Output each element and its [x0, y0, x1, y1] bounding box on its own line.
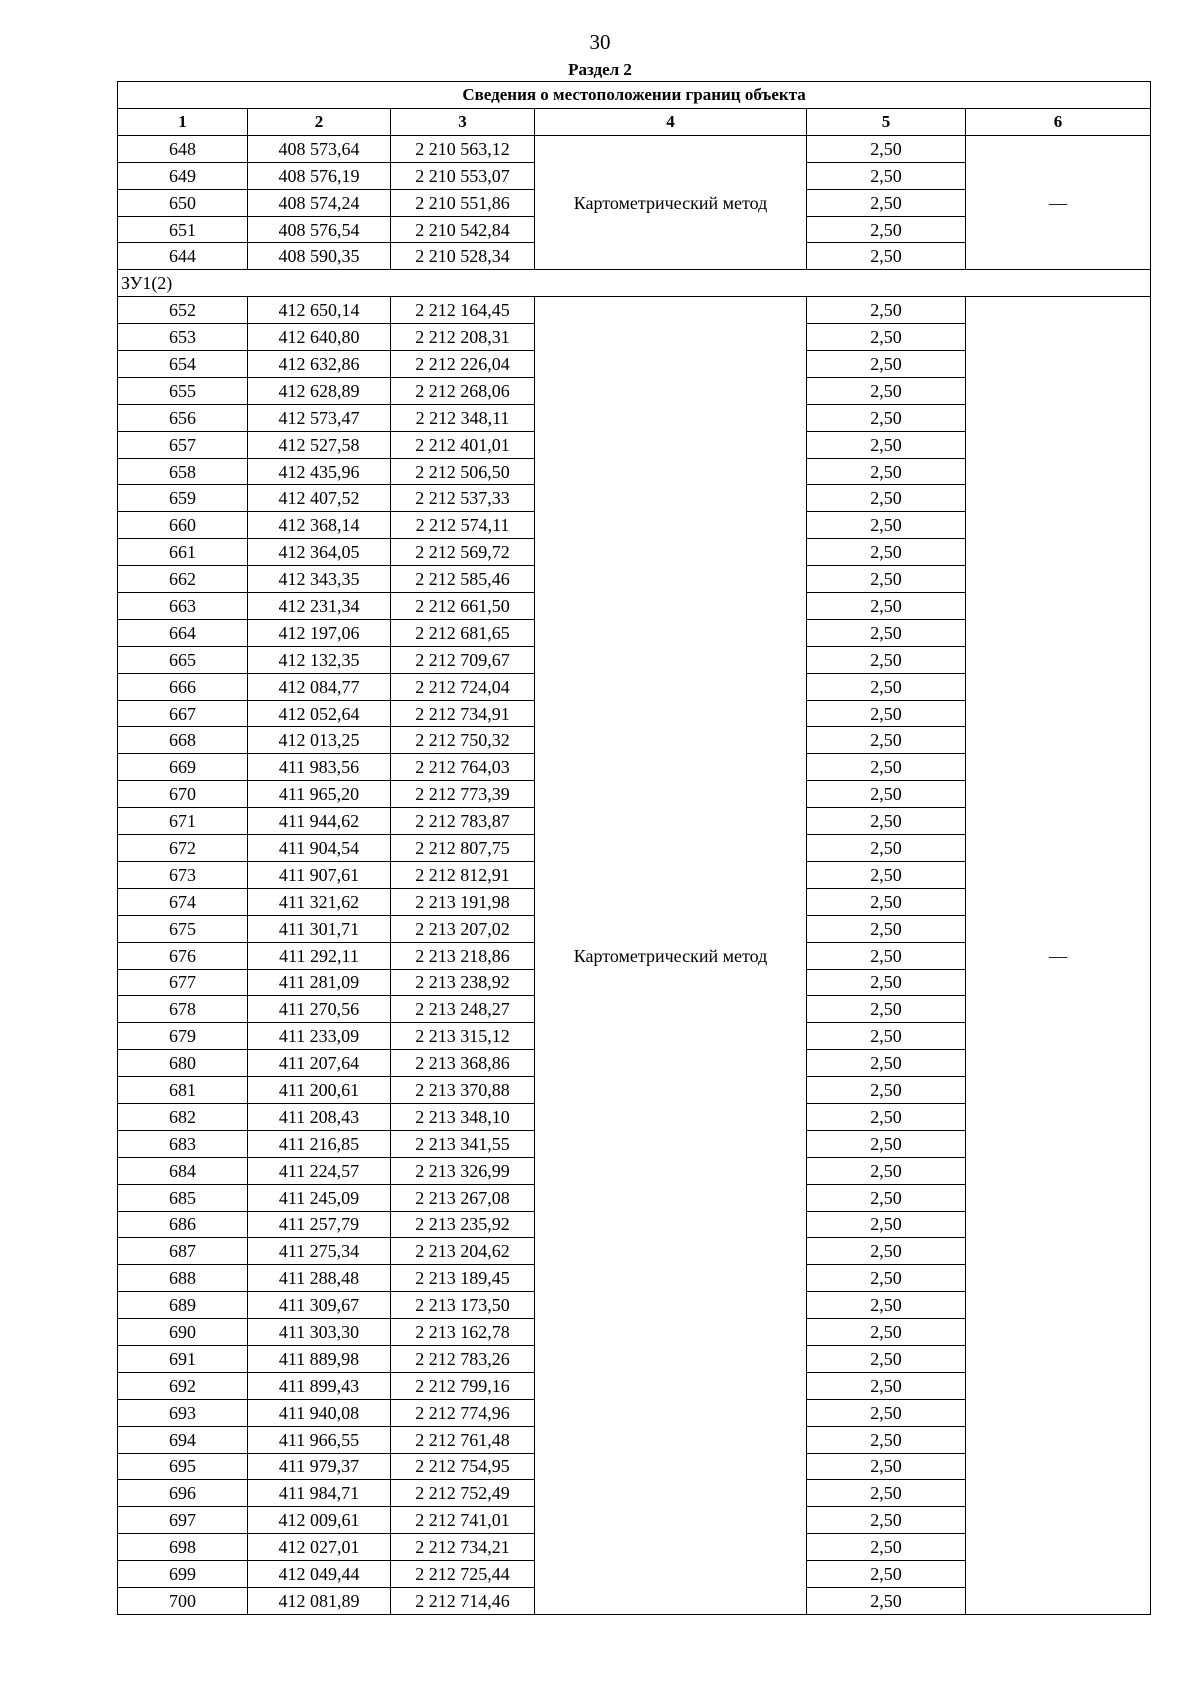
- x-coordinate-cell: 411 889,98: [248, 1345, 391, 1372]
- y-coordinate-cell: 2 212 773,39: [391, 781, 535, 808]
- point-number-cell: 673: [118, 861, 248, 888]
- accuracy-cell: 2,50: [807, 1372, 966, 1399]
- accuracy-cell: 2,50: [807, 1211, 966, 1238]
- accuracy-cell: 2,50: [807, 458, 966, 485]
- table-row: [118, 135, 1151, 162]
- x-coordinate-cell: 411 292,11: [248, 942, 391, 969]
- accuracy-cell: 2,50: [807, 1534, 966, 1561]
- point-number-cell: 680: [118, 1050, 248, 1077]
- accuracy-cell: 2,50: [807, 1292, 966, 1319]
- x-coordinate-cell: 411 309,67: [248, 1292, 391, 1319]
- x-coordinate-cell: 412 527,58: [248, 431, 391, 458]
- point-number-cell: 690: [118, 1319, 248, 1346]
- point-number-cell: 662: [118, 566, 248, 593]
- y-coordinate-cell: 2 213 204,62: [391, 1238, 535, 1265]
- y-coordinate-cell: 2 213 348,10: [391, 1103, 535, 1130]
- point-number-cell: 694: [118, 1426, 248, 1453]
- x-coordinate-cell: 411 270,56: [248, 996, 391, 1023]
- point-number-cell: 686: [118, 1211, 248, 1238]
- x-coordinate-cell: 411 944,62: [248, 808, 391, 835]
- x-coordinate-cell: 411 966,55: [248, 1426, 391, 1453]
- accuracy-cell: 2,50: [807, 512, 966, 539]
- x-coordinate-cell: 412 231,34: [248, 593, 391, 620]
- x-coordinate-cell: 411 233,09: [248, 1023, 391, 1050]
- boundary-coordinates-table: [117, 81, 1151, 1615]
- table-title-row: [118, 82, 1151, 109]
- accuracy-cell: 2,50: [807, 1399, 966, 1426]
- y-coordinate-cell: 2 210 542,84: [391, 216, 535, 243]
- x-coordinate-cell: 412 027,01: [248, 1534, 391, 1561]
- x-coordinate-cell: 412 049,44: [248, 1561, 391, 1588]
- point-number-cell: 652: [118, 297, 248, 324]
- point-number-cell: 696: [118, 1480, 248, 1507]
- point-number-cell: 681: [118, 1077, 248, 1104]
- point-number-cell: 691: [118, 1345, 248, 1372]
- point-number-cell: 672: [118, 835, 248, 862]
- point-number-cell: 660: [118, 512, 248, 539]
- accuracy-cell: 2,50: [807, 1238, 966, 1265]
- accuracy-cell: 2,50: [807, 646, 966, 673]
- y-coordinate-cell: 2 212 734,21: [391, 1534, 535, 1561]
- x-coordinate-cell: 412 650,14: [248, 297, 391, 324]
- table-title: Сведения о местоположении границ объекта: [118, 82, 1151, 109]
- x-coordinate-cell: 411 207,64: [248, 1050, 391, 1077]
- accuracy-cell: 2,50: [807, 1507, 966, 1534]
- accuracy-cell: 2,50: [807, 915, 966, 942]
- point-number-cell: 682: [118, 1103, 248, 1130]
- section-title: Раздел 2: [568, 60, 632, 79]
- point-number-cell: 698: [118, 1534, 248, 1561]
- accuracy-cell: 2,50: [807, 942, 966, 969]
- column-6-cell: —: [966, 297, 1151, 1615]
- x-coordinate-cell: 411 216,85: [248, 1130, 391, 1157]
- accuracy-cell: 2,50: [807, 324, 966, 351]
- x-coordinate-cell: 411 257,79: [248, 1211, 391, 1238]
- y-coordinate-cell: 2 212 724,04: [391, 673, 535, 700]
- accuracy-cell: 2,50: [807, 135, 966, 162]
- x-coordinate-cell: 412 632,86: [248, 351, 391, 378]
- y-coordinate-cell: 2 213 207,02: [391, 915, 535, 942]
- x-coordinate-cell: 412 364,05: [248, 539, 391, 566]
- point-number-cell: 657: [118, 431, 248, 458]
- point-number-cell: 663: [118, 593, 248, 620]
- column-header: 6: [966, 109, 1151, 136]
- x-coordinate-cell: 411 907,61: [248, 861, 391, 888]
- accuracy-cell: 2,50: [807, 700, 966, 727]
- point-number-cell: 688: [118, 1265, 248, 1292]
- y-coordinate-cell: 2 213 162,78: [391, 1319, 535, 1346]
- y-coordinate-cell: 2 212 401,01: [391, 431, 535, 458]
- point-number-cell: 695: [118, 1453, 248, 1480]
- accuracy-cell: 2,50: [807, 1157, 966, 1184]
- y-coordinate-cell: 2 213 238,92: [391, 969, 535, 996]
- point-number-cell: 649: [118, 162, 248, 189]
- x-coordinate-cell: 411 281,09: [248, 969, 391, 996]
- accuracy-cell: 2,50: [807, 781, 966, 808]
- accuracy-cell: 2,50: [807, 1103, 966, 1130]
- y-coordinate-cell: 2 212 764,03: [391, 754, 535, 781]
- x-coordinate-cell: 411 899,43: [248, 1372, 391, 1399]
- point-number-cell: 697: [118, 1507, 248, 1534]
- y-coordinate-cell: 2 212 734,91: [391, 700, 535, 727]
- y-coordinate-cell: 2 212 569,72: [391, 539, 535, 566]
- y-coordinate-cell: 2 212 741,01: [391, 1507, 535, 1534]
- y-coordinate-cell: 2 213 370,88: [391, 1077, 535, 1104]
- y-coordinate-cell: 2 212 226,04: [391, 351, 535, 378]
- point-number-cell: 650: [118, 189, 248, 216]
- point-number-cell: 659: [118, 485, 248, 512]
- x-coordinate-cell: 412 640,80: [248, 324, 391, 351]
- y-coordinate-cell: 2 212 750,32: [391, 727, 535, 754]
- point-number-cell: 679: [118, 1023, 248, 1050]
- x-coordinate-cell: 412 407,52: [248, 485, 391, 512]
- accuracy-cell: 2,50: [807, 1077, 966, 1104]
- point-number-cell: 664: [118, 619, 248, 646]
- point-number-cell: 670: [118, 781, 248, 808]
- x-coordinate-cell: 412 573,47: [248, 404, 391, 431]
- accuracy-cell: 2,50: [807, 1130, 966, 1157]
- y-coordinate-cell: 2 212 164,45: [391, 297, 535, 324]
- accuracy-cell: 2,50: [807, 1023, 966, 1050]
- point-number-cell: 671: [118, 808, 248, 835]
- point-number-cell: 668: [118, 727, 248, 754]
- accuracy-cell: 2,50: [807, 1587, 966, 1614]
- point-number-cell: 693: [118, 1399, 248, 1426]
- y-coordinate-cell: 2 212 574,11: [391, 512, 535, 539]
- x-coordinate-cell: 411 301,71: [248, 915, 391, 942]
- accuracy-cell: 2,50: [807, 835, 966, 862]
- y-coordinate-cell: 2 213 267,08: [391, 1184, 535, 1211]
- x-coordinate-cell: 412 009,61: [248, 1507, 391, 1534]
- accuracy-cell: 2,50: [807, 593, 966, 620]
- y-coordinate-cell: 2 213 189,45: [391, 1265, 535, 1292]
- accuracy-cell: 2,50: [807, 216, 966, 243]
- accuracy-cell: 2,50: [807, 1453, 966, 1480]
- x-coordinate-cell: 408 574,24: [248, 189, 391, 216]
- x-coordinate-cell: 411 200,61: [248, 1077, 391, 1104]
- x-coordinate-cell: 411 965,20: [248, 781, 391, 808]
- y-coordinate-cell: 2 212 537,33: [391, 485, 535, 512]
- x-coordinate-cell: 411 303,30: [248, 1319, 391, 1346]
- x-coordinate-cell: 408 590,35: [248, 243, 391, 270]
- y-coordinate-cell: 2 213 248,27: [391, 996, 535, 1023]
- x-coordinate-cell: 412 343,35: [248, 566, 391, 593]
- y-coordinate-cell: 2 213 341,55: [391, 1130, 535, 1157]
- accuracy-cell: 2,50: [807, 1345, 966, 1372]
- accuracy-cell: 2,50: [807, 808, 966, 835]
- x-coordinate-cell: 412 013,25: [248, 727, 391, 754]
- x-coordinate-cell: 408 576,54: [248, 216, 391, 243]
- point-number-cell: 654: [118, 351, 248, 378]
- method-cell: Картометрический метод: [535, 135, 807, 269]
- group-label-row: [118, 270, 1151, 297]
- accuracy-cell: 2,50: [807, 1319, 966, 1346]
- x-coordinate-cell: 411 321,62: [248, 888, 391, 915]
- column-6-cell: —: [966, 135, 1151, 269]
- accuracy-cell: 2,50: [807, 754, 966, 781]
- x-coordinate-cell: 412 435,96: [248, 458, 391, 485]
- y-coordinate-cell: 2 212 783,87: [391, 808, 535, 835]
- accuracy-cell: 2,50: [807, 431, 966, 458]
- accuracy-cell: 2,50: [807, 1265, 966, 1292]
- x-coordinate-cell: 411 904,54: [248, 835, 391, 862]
- y-coordinate-cell: 2 213 315,12: [391, 1023, 535, 1050]
- point-number-cell: 653: [118, 324, 248, 351]
- accuracy-cell: 2,50: [807, 162, 966, 189]
- accuracy-cell: 2,50: [807, 727, 966, 754]
- x-coordinate-cell: 411 275,34: [248, 1238, 391, 1265]
- table-row: [118, 297, 1151, 324]
- y-coordinate-cell: 2 213 326,99: [391, 1157, 535, 1184]
- accuracy-cell: 2,50: [807, 1561, 966, 1588]
- accuracy-cell: 2,50: [807, 566, 966, 593]
- accuracy-cell: 2,50: [807, 1426, 966, 1453]
- accuracy-cell: 2,50: [807, 673, 966, 700]
- accuracy-cell: 2,50: [807, 619, 966, 646]
- point-number-cell: 665: [118, 646, 248, 673]
- y-coordinate-cell: 2 212 807,75: [391, 835, 535, 862]
- accuracy-cell: 2,50: [807, 969, 966, 996]
- y-coordinate-cell: 2 212 709,67: [391, 646, 535, 673]
- x-coordinate-cell: 411 208,43: [248, 1103, 391, 1130]
- page-number: 30: [589, 30, 611, 54]
- point-number-cell: 683: [118, 1130, 248, 1157]
- y-coordinate-cell: 2 210 563,12: [391, 135, 535, 162]
- x-coordinate-cell: 408 573,64: [248, 135, 391, 162]
- accuracy-cell: 2,50: [807, 861, 966, 888]
- x-coordinate-cell: 411 979,37: [248, 1453, 391, 1480]
- point-number-cell: 655: [118, 377, 248, 404]
- point-number-cell: 678: [118, 996, 248, 1023]
- accuracy-cell: 2,50: [807, 377, 966, 404]
- accuracy-cell: 2,50: [807, 404, 966, 431]
- x-coordinate-cell: 412 368,14: [248, 512, 391, 539]
- point-number-cell: 685: [118, 1184, 248, 1211]
- column-header: 4: [535, 109, 807, 136]
- accuracy-cell: 2,50: [807, 1184, 966, 1211]
- y-coordinate-cell: 2 213 173,50: [391, 1292, 535, 1319]
- x-coordinate-cell: 411 940,08: [248, 1399, 391, 1426]
- point-number-cell: 689: [118, 1292, 248, 1319]
- point-number-cell: 661: [118, 539, 248, 566]
- point-number-cell: 692: [118, 1372, 248, 1399]
- y-coordinate-cell: 2 212 799,16: [391, 1372, 535, 1399]
- y-coordinate-cell: 2 213 235,92: [391, 1211, 535, 1238]
- y-coordinate-cell: 2 212 812,91: [391, 861, 535, 888]
- x-coordinate-cell: 412 132,35: [248, 646, 391, 673]
- point-number-cell: 656: [118, 404, 248, 431]
- x-coordinate-cell: 412 197,06: [248, 619, 391, 646]
- group-label: ЗУ1(2): [118, 270, 1151, 297]
- point-number-cell: 687: [118, 1238, 248, 1265]
- x-coordinate-cell: 412 081,89: [248, 1587, 391, 1614]
- y-coordinate-cell: 2 212 714,46: [391, 1587, 535, 1614]
- y-coordinate-cell: 2 212 208,31: [391, 324, 535, 351]
- column-header-row: [118, 109, 1151, 136]
- column-header: 2: [248, 109, 391, 136]
- y-coordinate-cell: 2 212 585,46: [391, 566, 535, 593]
- y-coordinate-cell: 2 212 761,48: [391, 1426, 535, 1453]
- y-coordinate-cell: 2 213 191,98: [391, 888, 535, 915]
- accuracy-cell: 2,50: [807, 1050, 966, 1077]
- accuracy-cell: 2,50: [807, 1480, 966, 1507]
- y-coordinate-cell: 2 212 681,65: [391, 619, 535, 646]
- y-coordinate-cell: 2 212 752,49: [391, 1480, 535, 1507]
- y-coordinate-cell: 2 210 553,07: [391, 162, 535, 189]
- x-coordinate-cell: 411 245,09: [248, 1184, 391, 1211]
- x-coordinate-cell: 412 628,89: [248, 377, 391, 404]
- accuracy-cell: 2,50: [807, 539, 966, 566]
- point-number-cell: 648: [118, 135, 248, 162]
- column-header: 1: [118, 109, 248, 136]
- point-number-cell: 667: [118, 700, 248, 727]
- point-number-cell: 644: [118, 243, 248, 270]
- column-header: 3: [391, 109, 535, 136]
- point-number-cell: 674: [118, 888, 248, 915]
- accuracy-cell: 2,50: [807, 351, 966, 378]
- table-body: [118, 135, 1151, 1614]
- point-number-cell: 700: [118, 1587, 248, 1614]
- accuracy-cell: 2,50: [807, 189, 966, 216]
- accuracy-cell: 2,50: [807, 243, 966, 270]
- x-coordinate-cell: 411 224,57: [248, 1157, 391, 1184]
- accuracy-cell: 2,50: [807, 297, 966, 324]
- point-number-cell: 675: [118, 915, 248, 942]
- x-coordinate-cell: 411 984,71: [248, 1480, 391, 1507]
- y-coordinate-cell: 2 212 783,26: [391, 1345, 535, 1372]
- y-coordinate-cell: 2 212 661,50: [391, 593, 535, 620]
- point-number-cell: 684: [118, 1157, 248, 1184]
- x-coordinate-cell: 411 288,48: [248, 1265, 391, 1292]
- accuracy-cell: 2,50: [807, 888, 966, 915]
- point-number-cell: 651: [118, 216, 248, 243]
- y-coordinate-cell: 2 213 368,86: [391, 1050, 535, 1077]
- x-coordinate-cell: 411 983,56: [248, 754, 391, 781]
- y-coordinate-cell: 2 210 551,86: [391, 189, 535, 216]
- x-coordinate-cell: 408 576,19: [248, 162, 391, 189]
- y-coordinate-cell: 2 213 218,86: [391, 942, 535, 969]
- y-coordinate-cell: 2 212 268,06: [391, 377, 535, 404]
- point-number-cell: 669: [118, 754, 248, 781]
- x-coordinate-cell: 412 084,77: [248, 673, 391, 700]
- y-coordinate-cell: 2 212 754,95: [391, 1453, 535, 1480]
- y-coordinate-cell: 2 212 774,96: [391, 1399, 535, 1426]
- point-number-cell: 676: [118, 942, 248, 969]
- point-number-cell: 658: [118, 458, 248, 485]
- y-coordinate-cell: 2 212 725,44: [391, 1561, 535, 1588]
- column-header: 5: [807, 109, 966, 136]
- method-cell: Картометрический метод: [535, 297, 807, 1615]
- x-coordinate-cell: 412 052,64: [248, 700, 391, 727]
- y-coordinate-cell: 2 212 506,50: [391, 458, 535, 485]
- accuracy-cell: 2,50: [807, 485, 966, 512]
- point-number-cell: 666: [118, 673, 248, 700]
- y-coordinate-cell: 2 210 528,34: [391, 243, 535, 270]
- point-number-cell: 699: [118, 1561, 248, 1588]
- accuracy-cell: 2,50: [807, 996, 966, 1023]
- y-coordinate-cell: 2 212 348,11: [391, 404, 535, 431]
- point-number-cell: 677: [118, 969, 248, 996]
